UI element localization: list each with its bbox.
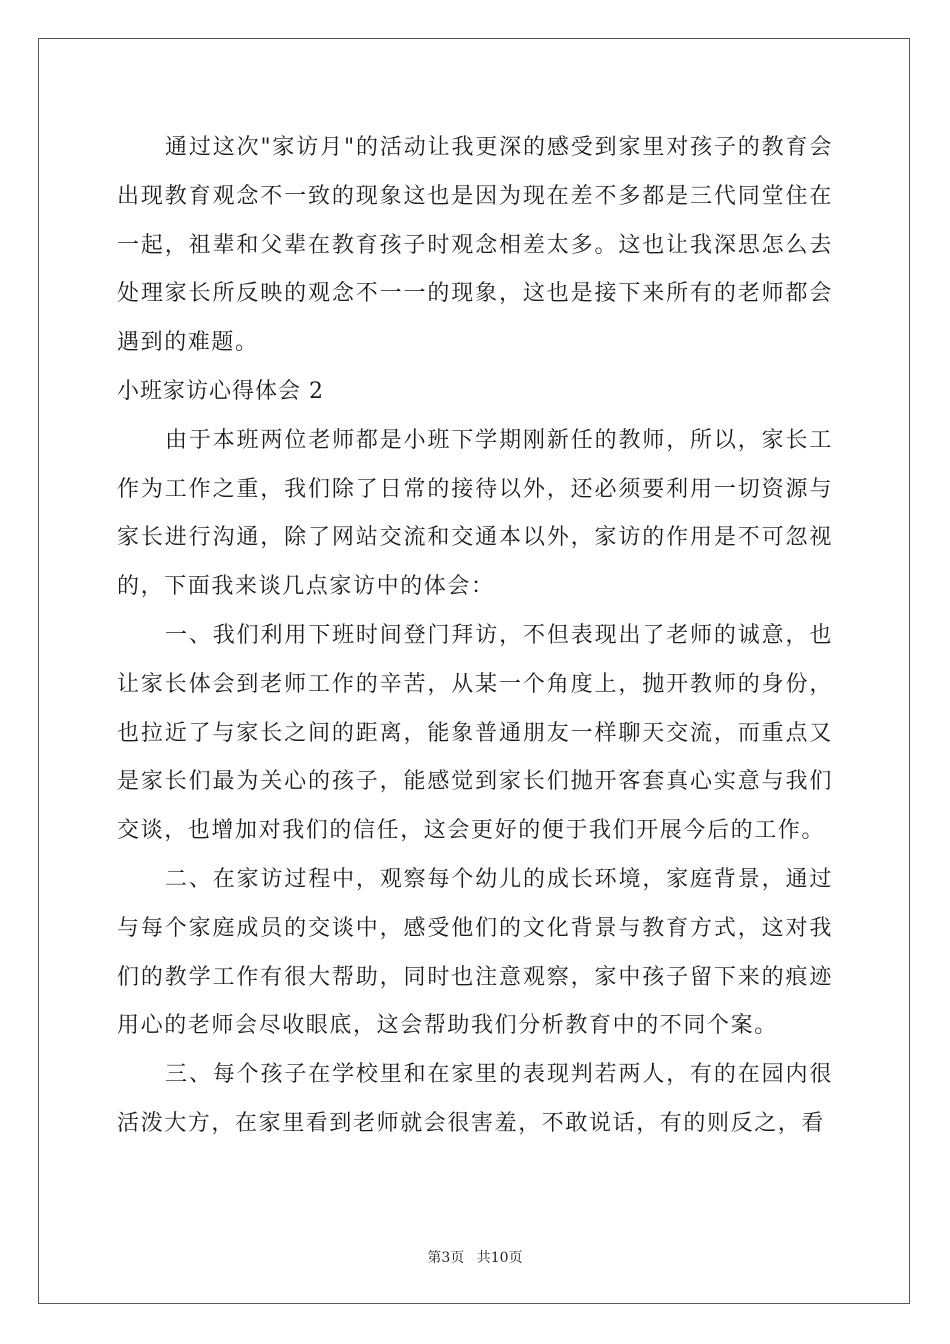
page-number: 第3页	[427, 1250, 465, 1266]
paragraph-body-1: 由于本班两位老师都是小班下学期刚新任的教师，所以，家长工作为工作之重，我们除了日常的接待以外，还必须要利用一切资源与家长进行沟通，除了网站交流和交通本以外，家访的作用是不可忽视的，下面我来谈几点家访中的体会：	[117, 427, 833, 600]
page-total: 共10页	[476, 1250, 523, 1266]
section-heading: 小班家访心得体会 2	[117, 378, 324, 404]
paragraph-body-2: 一、我们利用下班时间登门拜访，不但表现出了老师的诚意，也让家长体会到老师工作的辛苦，从某一个角度上，抛开教师的身份，也拉近了与家长之间的距离，能象普通朋友一样聊天交流，而重点又是家长们最为关心的孩子，能感觉到家长们抛开客套真心实意与我们交谈，也增加对我们的信任，这会更好的便于我们开展今后的工作。	[117, 622, 833, 844]
document-body	[117, 124, 833, 1149]
paragraph-body-4: 三、每个孩子在学校里和在家里的表现判若两人，有的在园内很活泼大方，在家里看到老师就会很害羞，不敢说话，有的则反之，看	[117, 1062, 833, 1136]
page-footer	[0, 1247, 950, 1267]
paragraph-body-3: 二、在家访过程中，观察每个幼儿的成长环境，家庭背景，通过与每个家庭成员的交谈中，感受他们的文化背景与教育方式，这对我们的教学工作有很大帮助，同时也注意观察，家中孩子留下来的痕迹用心的老师会尽收眼底，这会帮助我们分析教育中的不同个案。	[117, 866, 833, 1039]
paragraph-intro: 通过这次"家访月"的活动让我更深的感受到家里对孩子的教育会出现教育观念不一致的现象这也是因为现在差不多都是三代同堂住在一起，祖辈和父辈在教育孩子时观念相差太多。这也让我深思怎么去处理家长所反映的观念不一一的现象，这也是接下来所有的老师都会遇到的难题。	[117, 135, 833, 356]
